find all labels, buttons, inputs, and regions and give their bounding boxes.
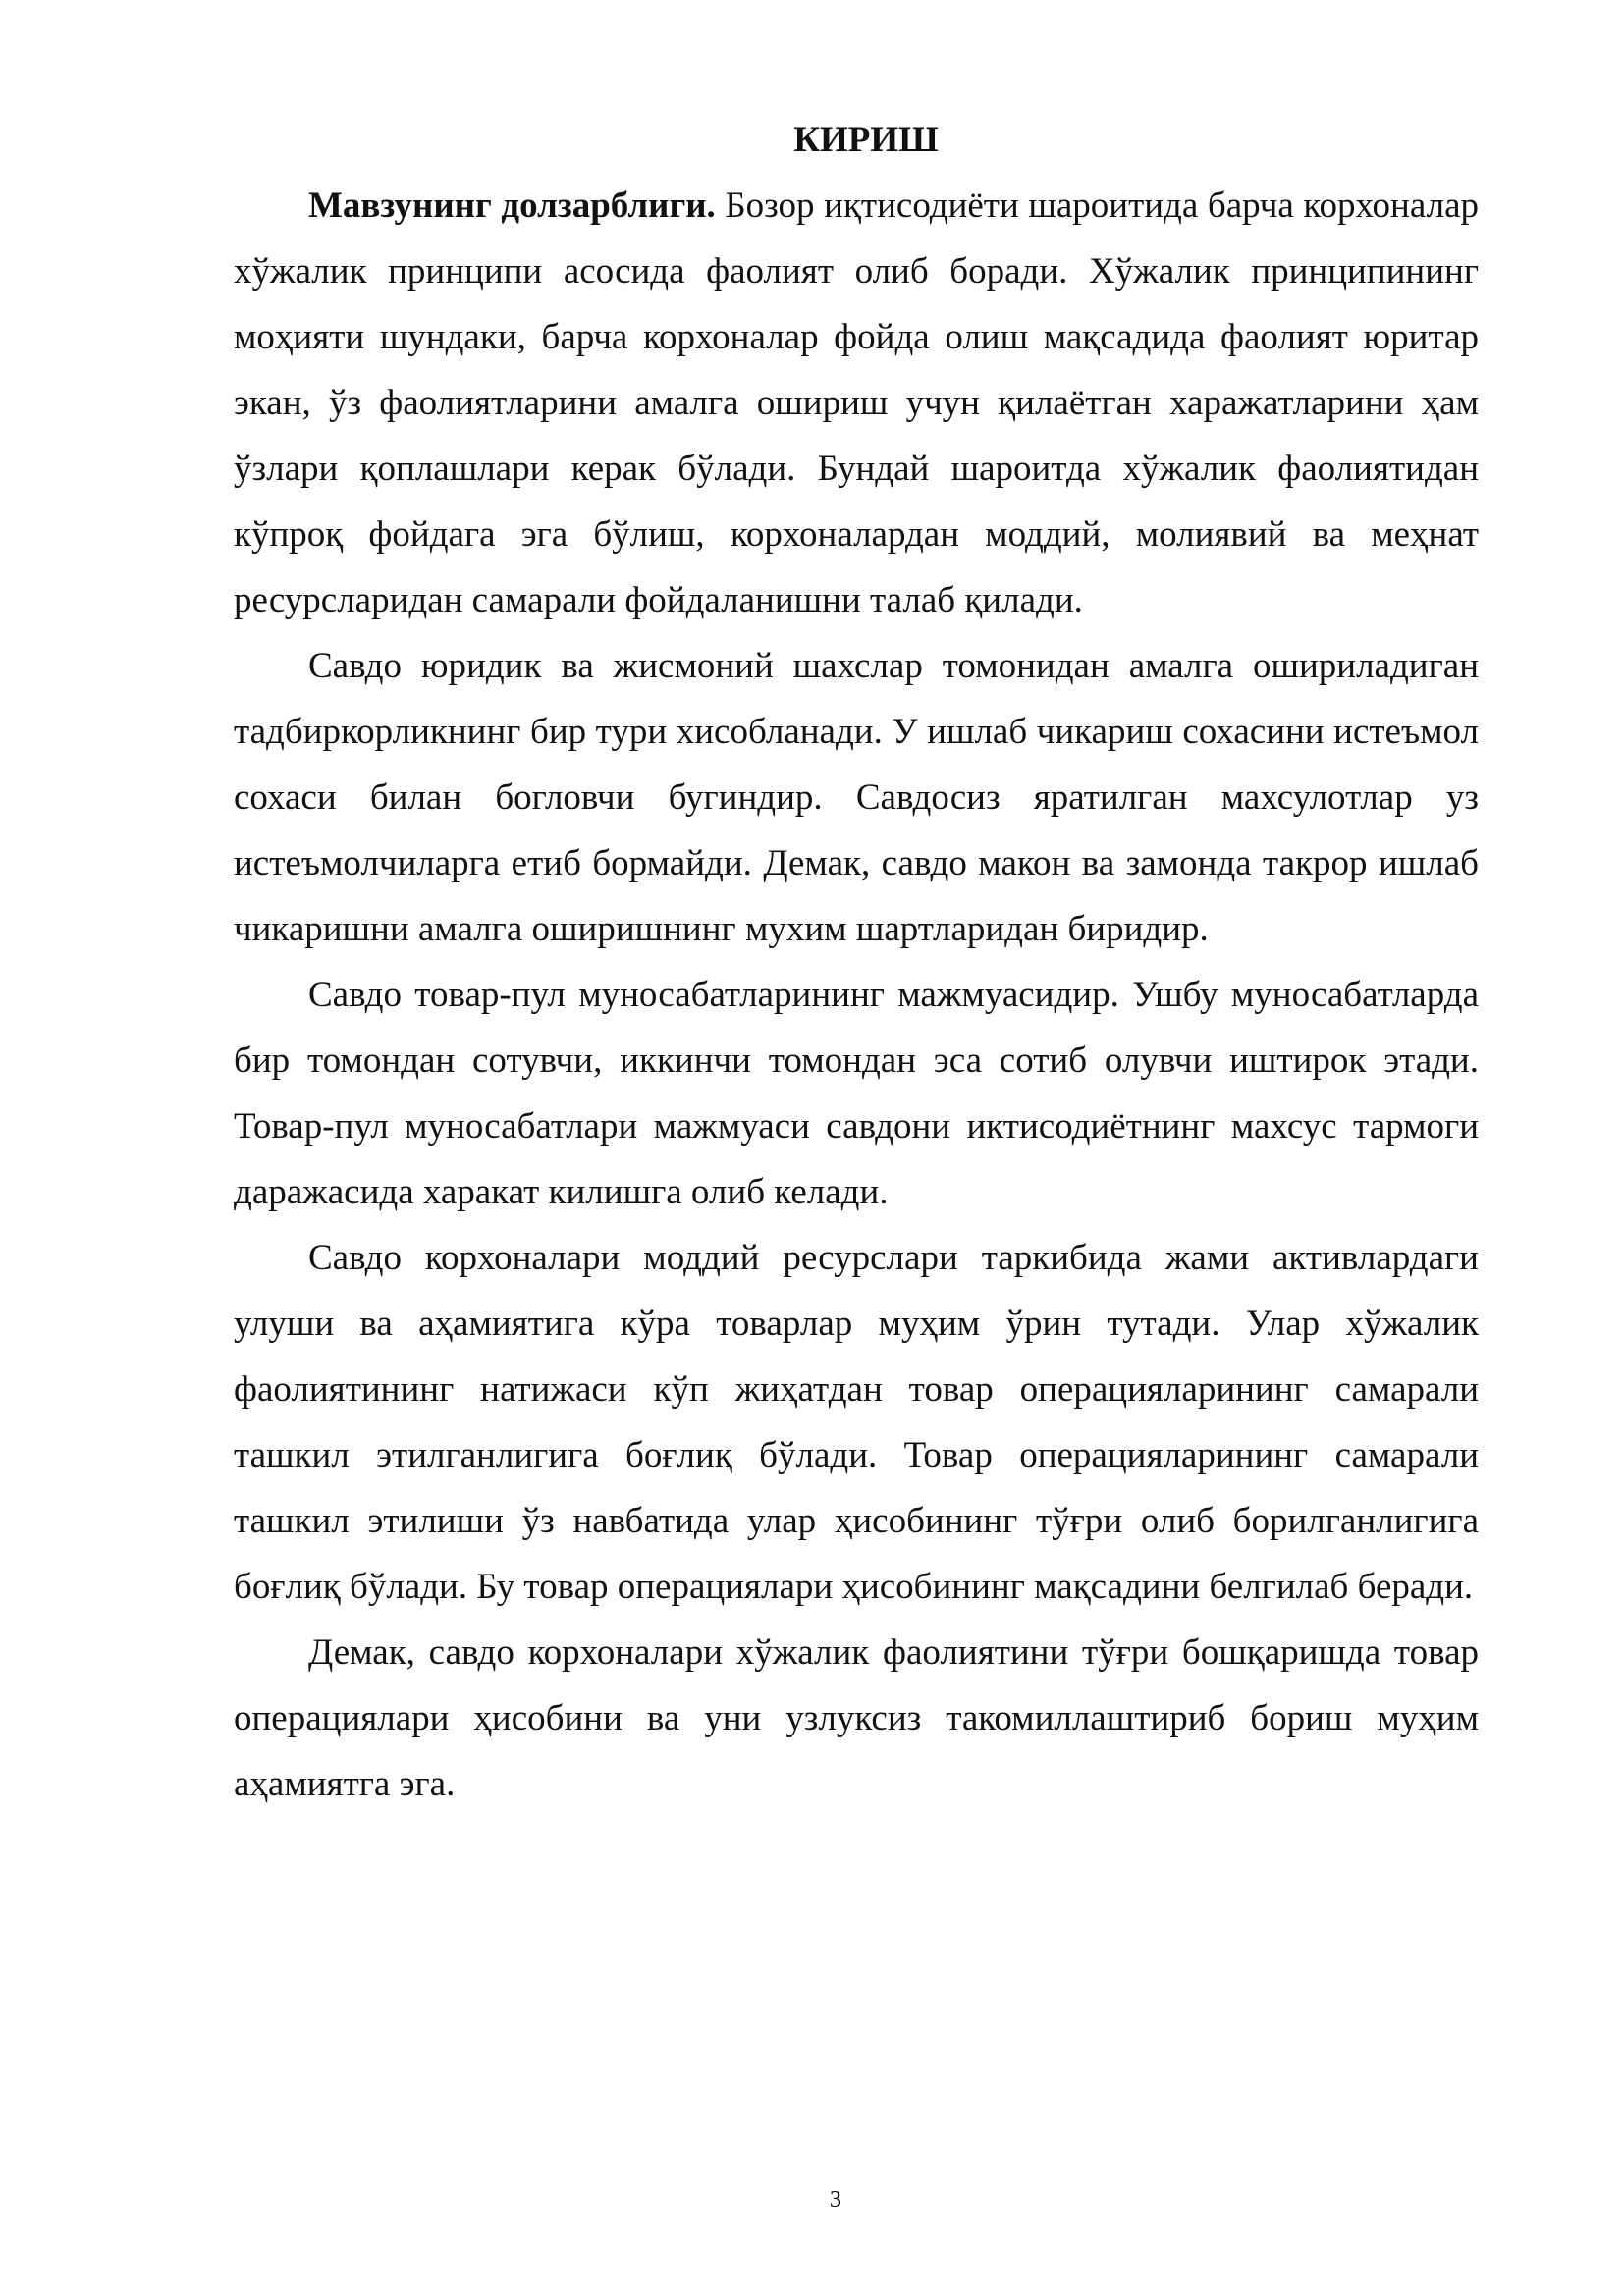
- paragraph-trade-definition: [234, 633, 1479, 962]
- paragraph-text: Бозор иқтисодиёти шароитида барча корхоналар хўжалик принципи асосида фаолият олиб боради. Хўжалик принципининг моҳияти шундаки, барча корхоналар фойда олиш мақсадида фаолият юритар экан, ўз фаолиятларини амалга ошириш учун қилаётган харажатларини ҳам ўзлари қоплашлари керак бўлади. Бундай шароитда хўжалик фаолиятидан кўпроқ фойдага эга бўлиш, корхоналардан моддий, молиявий ва меҳнат ресурсларидан самарали фойдаланишни талаб қилади.: [234, 186, 1479, 620]
- paragraph-relevance: [234, 173, 1479, 633]
- paragraph-text: Савдо товар-пул муносабатларининг мажмуасидир. Ушбу муносабатларда бир томондан сотувчи, иккинчи томондан эса сотиб олувчи иштирок этади. Товар-пул муносабатлари мажмуаси савдони иктисодиётнинг махсус тармоги даражасида харакат килишга олиб келади.: [234, 975, 1479, 1212]
- paragraph-commodity-money: [234, 962, 1479, 1225]
- section-title: КИРИШ: [793, 120, 939, 160]
- page-number: 3: [830, 2187, 841, 2213]
- paragraph-material-resources: [234, 1225, 1479, 1620]
- paragraph-text: Савдо юридик ва жисмоний шахслар томонидан амалга ошириладиган тадбиркорликнинг бир тури хисобланади. У ишлаб чикариш сохасини истеъмол сохаси билан богловчи бугиндир. Савдосиз яратилган махсулотлар уз истеъмолчиларга етиб бормайди. Демак, савдо макон ва замонда такрор ишлаб чикаришни амалга оширишнинг мухим шартларидан биридир.: [234, 646, 1479, 949]
- paragraph-text: Савдо корхоналари моддий ресурслари таркибида жами активлардаги улуши ва аҳамиятига кўра товарлар муҳим ўрин тутади. Улар хўжалик фаолиятининг натижаси кўп жиҳатдан товар операцияларининг самарали ташкил этилганлигига боғлиқ бўлади. Товар операцияларининг самарали ташкил этилиши ўз навбатида улар ҳисобининг тўғри олиб борилганлигига боғлиқ бўлади. Бу товар операциялари ҳисобининг мақсадини белгилаб беради.: [234, 1238, 1479, 1607]
- paragraph-conclusion: [234, 1620, 1479, 1817]
- paragraph-text: Демак, савдо корхоналари хўжалик фаолиятини тўғри бошқаришда товар операциялари ҳисобини ва уни узлуксиз такомиллаштириб бориш муҳим аҳамиятга эга.: [234, 1632, 1479, 1804]
- paragraph-lead: Мавзунинг долзарблиги.: [308, 186, 716, 226]
